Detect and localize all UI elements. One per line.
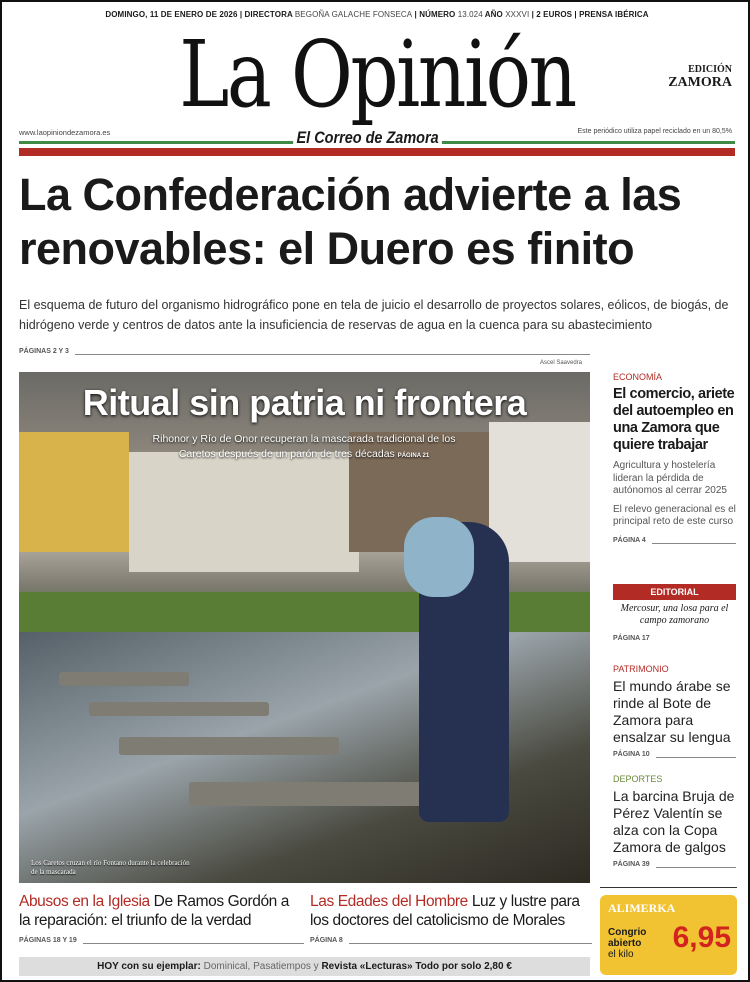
promo-extras: Dominical, Pasatiempos y bbox=[203, 961, 319, 972]
sidebar-editorial[interactable] bbox=[613, 584, 736, 642]
house-yellow bbox=[19, 432, 129, 552]
divider bbox=[656, 753, 736, 758]
lead-deck: El esquema de futuro del organismo hidrográfico pone en tela de juicio el desarrollo de proyectos solares, eólicos, de biogás, de hidrógeno verde y centros de datos ante la insuficiencia de reservas de agua en la cuenca para su abastecimiento bbox=[19, 298, 729, 332]
page-ref: PÁGINA 17 bbox=[613, 635, 650, 642]
stepping-stone bbox=[59, 672, 189, 686]
bottom-story[interactable] bbox=[310, 892, 592, 944]
photo-subtitle bbox=[139, 432, 469, 464]
lead-headline[interactable]: La Confederación advierte a las renovables: el Duero es finito bbox=[19, 169, 682, 274]
website-link[interactable]: www.laopiniondezamora.es bbox=[19, 128, 111, 137]
divider bbox=[656, 863, 736, 868]
promo-revista: Revista «Lecturas» Todo por solo 2,80 € bbox=[321, 961, 512, 972]
numero: 13.024 bbox=[457, 10, 483, 19]
directora: BEGOÑA GALACHE FONSECA bbox=[294, 10, 413, 19]
alimerka-ad[interactable] bbox=[600, 895, 737, 975]
house-right bbox=[489, 422, 590, 562]
careto-mask bbox=[404, 517, 474, 597]
headline[interactable]: El mundo árabe se rinde al Bote de Zamora para ensalzar su lengua bbox=[613, 678, 731, 745]
ad-product: Congrio abierto bbox=[608, 927, 647, 949]
kicker: Abusos en la Iglesia bbox=[19, 893, 150, 910]
ano: XXXVI bbox=[505, 10, 530, 19]
logo-subtitle: El Correo de Zamora bbox=[293, 128, 442, 148]
page-ref: PÁGINA 4 bbox=[613, 536, 646, 544]
red-rule bbox=[19, 148, 735, 156]
stepping-stone bbox=[89, 702, 269, 716]
divider bbox=[600, 887, 737, 888]
price: 2 EUROS bbox=[536, 10, 573, 19]
divider bbox=[75, 350, 590, 355]
ad-brand: ALIMERKA bbox=[608, 901, 676, 915]
promo-hoy: HOY con su ejemplar: bbox=[97, 961, 201, 972]
page-ref: PÁGINA 10 bbox=[613, 751, 650, 758]
subhead: El relevo generacional es el principal reto de este curso bbox=[613, 503, 736, 527]
editorial-title[interactable]: Mercosur, una losa para el campo zamorano bbox=[620, 603, 729, 626]
headline[interactable] bbox=[310, 892, 592, 930]
divider bbox=[349, 939, 592, 944]
group: PRENSA IBÉRICA bbox=[579, 10, 649, 19]
directora-label: DIRECTORA bbox=[244, 10, 293, 19]
numero-label: NÚMERO bbox=[419, 10, 456, 19]
sidebar-deportes[interactable] bbox=[613, 774, 736, 868]
page-ref: PÁGINA 39 bbox=[613, 861, 650, 868]
ad-price: 6,95 bbox=[672, 921, 731, 954]
photo-caption: Los Caretos cruzan el río Fontano durante la celebración de la mascarada bbox=[31, 859, 190, 876]
sidebar-economia[interactable] bbox=[613, 372, 736, 544]
section-label: DEPORTES bbox=[613, 774, 663, 784]
section-label: PATRIMONIO bbox=[613, 664, 669, 674]
page-ref: PÁGINAS 18 Y 19 bbox=[19, 937, 77, 944]
page-ref: PÁGINA 8 bbox=[310, 937, 343, 944]
headline[interactable]: El comercio, ariete del autoempleo en una Zamora que quiere trabajar bbox=[613, 386, 735, 453]
promo-bar[interactable] bbox=[19, 957, 590, 976]
page-ref: PÁGINAS 2 Y 3 bbox=[19, 348, 69, 355]
photo-subtitle-text: Rihonor y Río de Onor recuperan la mascarada tradicional de los Caretos después de un parón de tres décadas bbox=[152, 433, 456, 460]
bottom-story[interactable] bbox=[19, 892, 304, 944]
photo-title[interactable]: Ritual sin patria ni frontera bbox=[82, 382, 527, 423]
paper-note: Este periódico utiliza papel reciclado en un 80,5% bbox=[577, 128, 732, 135]
divider bbox=[652, 539, 736, 544]
main-photo[interactable] bbox=[19, 372, 590, 883]
sidebar-patrimonio[interactable] bbox=[613, 664, 736, 758]
editorial-label: EDITORIAL bbox=[613, 584, 736, 600]
headline[interactable]: La barcina Bruja de Pérez Valentín se alza con la Copa Zamora de galgos bbox=[613, 788, 735, 855]
edition-label: EDICIÓN bbox=[688, 64, 732, 75]
newspaper-logo[interactable]: La Opinión bbox=[179, 21, 575, 128]
edition bbox=[668, 64, 732, 91]
divider bbox=[83, 939, 304, 944]
house-white bbox=[129, 452, 359, 572]
photo-credit: Ascel Saavedra bbox=[540, 360, 583, 366]
ad-unit: el kilo bbox=[608, 949, 634, 960]
ano-label: AÑO bbox=[484, 10, 503, 19]
dateline: DOMINGO, 11 DE ENERO DE 2026 | DIRECTORA BEGOÑA GALACHE FONSECA | NÚMERO 13.024 AÑO XXXVI | 2 EUROS | PRENSA IBÉRICA bbox=[105, 10, 649, 19]
headline-text: De Ramos Gordón a la reparación: el triunfo de la verdad bbox=[19, 893, 290, 929]
stepping-stone bbox=[189, 782, 449, 806]
lead-pages bbox=[19, 348, 590, 355]
stepping-stone bbox=[119, 737, 339, 755]
headline-text: Luz y lustre para los doctores del catolicismo de Morales bbox=[310, 893, 580, 929]
kicker: Las Edades del Hombre bbox=[310, 893, 468, 910]
edition-name: ZAMORA bbox=[668, 75, 732, 90]
date: DOMINGO, 11 DE ENERO DE 2026 bbox=[105, 10, 238, 19]
page-ref: PÁGINA 21 bbox=[397, 453, 430, 459]
subhead: Agricultura y hostelería lideran la pérdida de autónomos al cerrar 2025 bbox=[613, 460, 727, 496]
headline[interactable] bbox=[19, 892, 304, 930]
section-label: ECONOMÍA bbox=[613, 372, 663, 382]
